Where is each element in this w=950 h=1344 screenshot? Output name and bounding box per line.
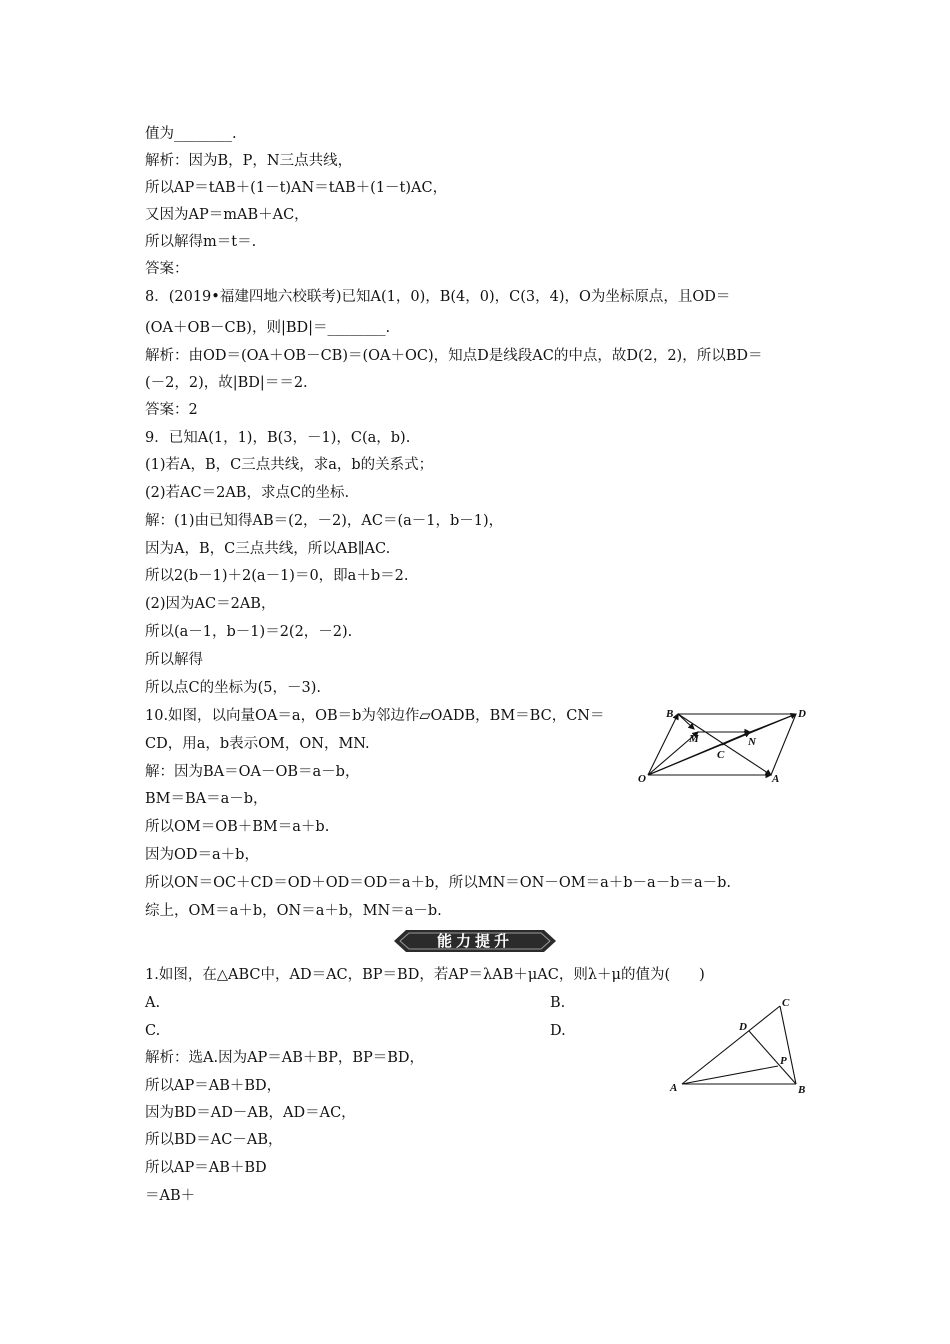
fig1-label: N [748,736,756,748]
text-line: 又因为AP＝mAB＋AC， [145,207,309,223]
text-line: 综上，OM＝a＋b，ON＝a＋b，MN＝a－b. [145,903,442,919]
section-banner [392,928,558,954]
text-line: (2)若AC＝2AB，求点C的坐标. [145,485,350,501]
fig2-label: B [798,1084,806,1096]
text-line: 解：(1)由已知得AB＝(2，－2)，AC＝(a－1，b－1)， [145,513,504,529]
text-line: 所以AP＝AB＋BD， [145,1078,282,1094]
fig2-label: D [739,1021,747,1033]
text-line: 因为OD＝a＋b， [145,847,259,863]
text-line: 解：因为BA＝OA－OB＝a－b， [145,764,360,780]
fig1-label: A [772,773,780,785]
text-line: 因为A，B，C三点共线，所以AB∥AC. [145,541,391,557]
text-line: 所以AP＝tAB＋(1－t)AN＝tAB＋(1－t)AC， [145,180,448,196]
option-d: D. [550,1023,566,1039]
fig1-label: C [717,749,725,761]
option-b: B. [550,995,566,1011]
fig1-label: B [666,708,674,720]
text-line: 答案：2 [145,402,198,418]
text-line: 答案： [145,261,189,277]
fig1-label: D [798,708,806,720]
text-line: 所以AP＝AB＋BD [145,1160,267,1176]
problem-10-line2: CD，用a，b表示OM，ON，MN. [145,736,370,752]
fig1-label: M [689,733,699,745]
text-line: 因为BD＝AD－AB，AD＝AC， [145,1105,356,1121]
text-line: 所以解得m＝t＝. [145,234,257,250]
problem-8-line2: (OA＋OB－CB)，则|BD|＝________. [145,320,391,336]
text-line: 所以(a－1，b－1)＝2(2，－2). [145,624,353,640]
text-line: ＝AB＋ [145,1188,196,1204]
text-line: (2)因为AC＝2AB， [145,596,276,612]
text-line: 解析：由OD＝(OA＋OB－CB)＝(OA＋OC)，知点D是线段AC的中点，故D(2，2)，所以BD＝ [145,348,763,364]
text-line: 所以OM＝OB＋BM＝a＋b. [145,819,330,835]
fig2-label: C [782,997,790,1009]
triangle-figure [666,994,812,1098]
fig1-label: O [638,773,646,785]
banner-label: 能力提升 [436,932,513,950]
text-line: (－2，2)，故|BD|＝＝2. [145,375,308,391]
parallelogram-figure [636,702,812,788]
option-a: A. [145,995,161,1011]
fig2-label: A [670,1082,678,1094]
problem-10-line1: 10.如图，以向量OA＝a，OB＝b为邻边作▱OADB，BM＝BC，CN＝ [145,708,605,724]
text-line: 解析：选A.因为AP＝AB＋BP，BP＝BD， [145,1050,425,1066]
problem-1-title: 1.如图，在△ABC中，AD＝AC，BP＝BD，若AP＝λAB＋μAC，则λ＋μ的值为( ) [145,967,705,983]
text-line: 所以BD＝AC－AB， [145,1132,283,1148]
text-line: 值为________. [145,126,237,142]
text-line: (1)若A，B，C三点共线，求a，b的关系式； [145,457,434,473]
text-line: 所以ON＝OC＋CD＝OD＋OD＝OD＝a＋b，所以MN＝ON－OM＝a＋b－a－b＝a－b. [145,875,731,891]
problem-8-line1: 8．(2019•福建四地六校联考)已知A(1，0)，B(4，0)，C(3，4)，O为坐标原点，且OD＝ [145,289,731,305]
option-c: C. [145,1023,161,1039]
text-line: 所以点C的坐标为(5，－3). [145,680,321,696]
fig2-label: P [780,1055,787,1067]
text-line: 所以解得 [145,652,203,668]
text-line: 解析：因为B，P，N三点共线， [145,153,353,169]
text-line: BM＝BA＝a－b， [145,791,268,807]
text-line: 所以2(b－1)＋2(a－1)＝0，即a＋b＝2. [145,568,409,584]
problem-9-title: 9．已知A(1，1)，B(3，－1)，C(a，b). [145,430,411,446]
